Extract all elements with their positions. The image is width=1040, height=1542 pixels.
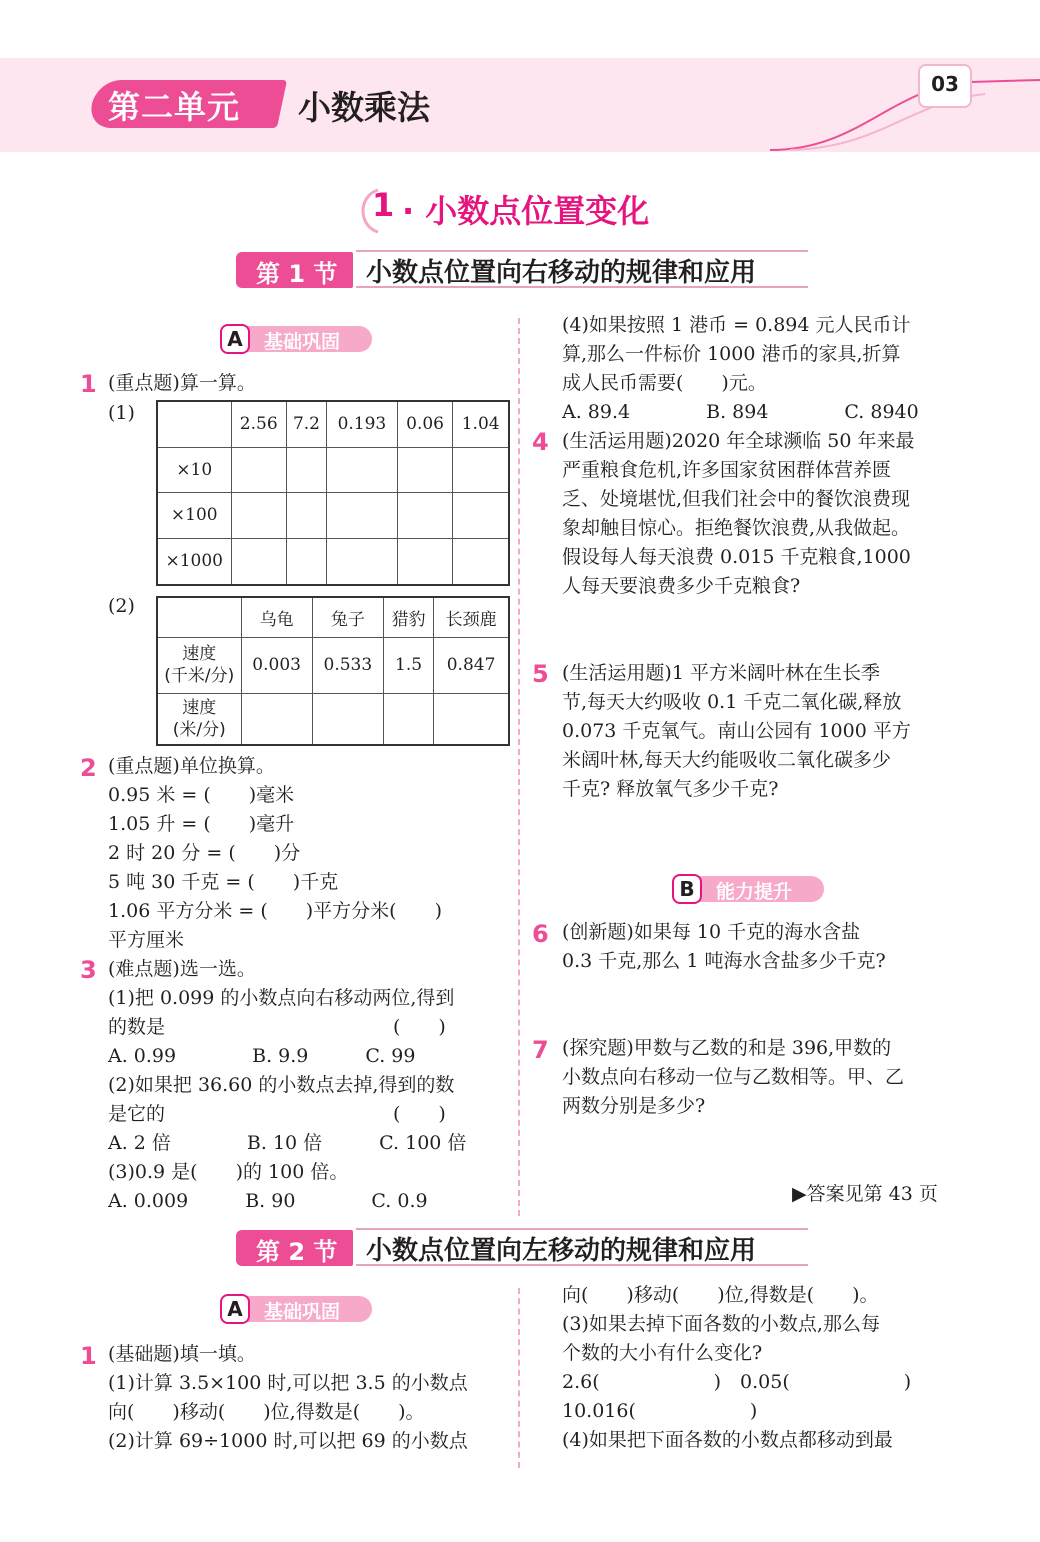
speed-value: 0.847 bbox=[434, 637, 509, 693]
answer-cell[interactable] bbox=[286, 447, 326, 493]
question-7-body bbox=[562, 1034, 904, 1121]
question-line: 节,每天大约吸收 0.1 千克二氧化碳,释放 bbox=[562, 691, 902, 713]
question-line: (2)计算 69÷1000 时,可以把 69 的小数点 bbox=[108, 1430, 468, 1452]
answer-cell[interactable] bbox=[397, 538, 452, 585]
question-line: 人每天要浪费多少千克粮食? bbox=[562, 575, 801, 597]
question-4-body bbox=[562, 427, 914, 601]
question-line: A. 0.99 B. 9.9 C. 99 bbox=[108, 1045, 416, 1067]
question-2-body bbox=[108, 752, 442, 955]
answer-cell[interactable] bbox=[231, 538, 286, 585]
question-line: A. 89.4 B. 894 C. 8940 bbox=[562, 401, 919, 423]
answer-cell[interactable] bbox=[326, 447, 397, 493]
question-line: (重点题)单位换算。 bbox=[108, 755, 275, 777]
question-line: 0.3 千克,那么 1 吨海水含盐多少千克? bbox=[562, 950, 886, 972]
question-number: 4 bbox=[532, 428, 549, 456]
question-line: A. 2 倍 B. 10 倍 C. 100 倍 bbox=[108, 1132, 467, 1154]
question-line: 假设每人每天浪费 0.015 千克粮食,1000 bbox=[562, 546, 911, 568]
section2-title: 小数点位置向左移动的规律和应用 bbox=[356, 1228, 808, 1266]
question-line: (4)如果按照 1 港币 = 0.894 元人民币计 bbox=[562, 314, 911, 336]
question-line: 算,那么一件标价 1000 港币的家具,折算 bbox=[562, 343, 901, 365]
question-line: 千克? 释放氧气多少千克? bbox=[562, 778, 779, 800]
question-line: 是它的 ( ) bbox=[108, 1103, 446, 1125]
speed-table bbox=[156, 596, 510, 746]
row-label: ×1000 bbox=[157, 538, 231, 585]
question-line: 严重粮食危机,许多国家贫困群体营养匮 bbox=[562, 459, 892, 481]
column-divider bbox=[518, 318, 520, 1216]
section1-tag: 第 1 节 bbox=[236, 252, 353, 288]
question-number: 6 bbox=[532, 920, 549, 948]
question-line: (3)如果去掉下面各数的小数点,那么每 bbox=[562, 1313, 880, 1335]
answer-cell[interactable] bbox=[241, 693, 312, 745]
question-line: (探究题)甲数与乙数的和是 396,甲数的 bbox=[562, 1037, 892, 1059]
question-line: (4)如果把下面各数的小数点都移动到最 bbox=[562, 1429, 893, 1451]
question-line: 两数分别是多少? bbox=[562, 1095, 706, 1117]
animal-header: 乌龟 bbox=[241, 597, 312, 637]
answer-cell[interactable] bbox=[453, 538, 509, 585]
question-line: 5 吨 30 千克 = ( )千克 bbox=[108, 871, 339, 893]
question-3-4-body bbox=[562, 311, 919, 427]
question-line: (3)0.9 是( )的 100 倍。 bbox=[108, 1161, 349, 1183]
row-label: 速度 (千米/分) bbox=[157, 637, 241, 693]
answer-cell[interactable] bbox=[453, 493, 509, 539]
question-line: 的数是 ( ) bbox=[108, 1016, 446, 1038]
answer-cell[interactable] bbox=[231, 447, 286, 493]
question-number: 7 bbox=[532, 1036, 549, 1064]
level-a-label: 基础巩固 bbox=[264, 1301, 341, 1323]
question-line: 0.073 千克氧气。南山公园有 1000 平方 bbox=[562, 720, 911, 742]
question-line: (1)计算 3.5×100 时,可以把 3.5 的小数点 bbox=[108, 1372, 468, 1394]
answer-cell[interactable] bbox=[326, 538, 397, 585]
table-header-cell: 0.06 bbox=[397, 401, 452, 447]
table-header-cell: 1.04 bbox=[453, 401, 509, 447]
animal-header: 兔子 bbox=[312, 597, 383, 637]
question-5-body bbox=[562, 659, 911, 804]
unit-title: 小数乘法 bbox=[298, 88, 430, 127]
question-3-body bbox=[108, 955, 466, 1216]
speed-value: 0.003 bbox=[241, 637, 312, 693]
question-line: 向( )移动( )位,得数是( )。 bbox=[562, 1284, 879, 1306]
answer-cell[interactable] bbox=[286, 493, 326, 539]
question-line: 向( )移动( )位,得数是( )。 bbox=[108, 1401, 425, 1423]
row-label: ×100 bbox=[157, 493, 231, 539]
page-number: 03 bbox=[931, 72, 959, 96]
question-line: 10.016( ) bbox=[562, 1400, 758, 1422]
level-a-label: 基础巩固 bbox=[264, 331, 341, 353]
section2-question-1-body bbox=[108, 1340, 468, 1456]
question-number: 1 bbox=[80, 370, 97, 398]
question-line: 成人民币需要( )元。 bbox=[562, 372, 767, 394]
question-6-body bbox=[562, 918, 886, 976]
question-line: 2.6( ) 0.05( ) bbox=[562, 1371, 912, 1393]
column-divider bbox=[518, 1288, 520, 1468]
question-line: 2 时 20 分 = ( )分 bbox=[108, 842, 301, 864]
section2-tag: 第 2 节 bbox=[236, 1230, 353, 1266]
question-line: 象却触目惊心。拒绝餐饮浪费,从我做起。 bbox=[562, 517, 911, 539]
question-line: (2)如果把 36.60 的小数点去掉,得到的数 bbox=[108, 1074, 455, 1096]
table-label: (1) bbox=[108, 402, 135, 424]
question-line: 1.05 升 = ( )毫升 bbox=[108, 813, 295, 835]
question-line: 小数点向右移动一位与乙数相等。甲、乙 bbox=[562, 1066, 905, 1088]
question-line: (1)把 0.099 的小数点向右移动两位,得到 bbox=[108, 987, 455, 1009]
row-label: 速度 (米/分) bbox=[157, 693, 241, 745]
question-line: (基础题)填一填。 bbox=[108, 1343, 256, 1365]
table-header-cell: 7.2 bbox=[286, 401, 326, 447]
question-line: 0.95 米 = ( )毫米 bbox=[108, 784, 295, 806]
animal-header: 猎豹 bbox=[383, 597, 433, 637]
level-b-letter: B bbox=[672, 874, 702, 904]
animal-header: 长颈鹿 bbox=[434, 597, 509, 637]
unit-label: 第二单元 bbox=[108, 88, 241, 126]
level-b-label: 能力提升 bbox=[716, 881, 793, 903]
answer-cell[interactable] bbox=[453, 447, 509, 493]
chapter-number: 1 bbox=[372, 186, 395, 224]
chapter-title: · 小数点位置变化 bbox=[402, 192, 650, 230]
answer-cell[interactable] bbox=[434, 693, 509, 745]
section2-right-body bbox=[562, 1281, 911, 1455]
question-line: 平方厘米 bbox=[108, 929, 185, 951]
table-header-cell: 0.193 bbox=[326, 401, 397, 447]
answer-cell[interactable] bbox=[326, 493, 397, 539]
answer-cell[interactable] bbox=[312, 693, 383, 745]
question-number: 2 bbox=[80, 754, 97, 782]
question-line: 米阔叶林,每天大约能吸收二氧化碳多少 bbox=[562, 749, 892, 771]
answer-cell[interactable] bbox=[397, 447, 452, 493]
answer-cell[interactable] bbox=[231, 493, 286, 539]
answer-cell[interactable] bbox=[383, 693, 433, 745]
answer-cell[interactable] bbox=[397, 493, 452, 539]
question-line: A. 0.009 B. 90 C. 0.9 bbox=[108, 1190, 428, 1212]
level-a-letter: A bbox=[220, 324, 250, 354]
question-line: (生活运用题)2020 年全球濒临 50 年来最 bbox=[562, 430, 915, 452]
header-swoosh bbox=[770, 58, 1040, 152]
question-line: 1.06 平方分米 = ( )平方分米( ) bbox=[108, 900, 442, 922]
table-header-cell: 2.56 bbox=[231, 401, 286, 447]
speed-value: 0.533 bbox=[312, 637, 383, 693]
multiply-table bbox=[156, 400, 510, 586]
question-stem: (重点题)算一算。 bbox=[108, 372, 256, 394]
question-line: 个数的大小有什么变化? bbox=[562, 1342, 763, 1364]
table-label: (2) bbox=[108, 595, 135, 617]
level-a-letter: A bbox=[220, 1294, 250, 1324]
question-number: 1 bbox=[80, 1342, 97, 1370]
question-line: 乏、处境堪忧,但我们社会中的餐饮浪费现 bbox=[562, 488, 911, 510]
row-label: ×10 bbox=[157, 447, 231, 493]
question-line: (创新题)如果每 10 千克的海水含盐 bbox=[562, 921, 861, 943]
section1-title: 小数点位置向右移动的规律和应用 bbox=[356, 250, 808, 288]
question-number: 5 bbox=[532, 660, 549, 688]
question-line: (生活运用题)1 平方米阔叶林在生长季 bbox=[562, 662, 880, 684]
question-line: (难点题)选一选。 bbox=[108, 958, 256, 980]
speed-value: 1.5 bbox=[383, 637, 433, 693]
answer-reference: ▶答案见第 43 页 bbox=[792, 1183, 938, 1205]
question-number: 3 bbox=[80, 956, 97, 984]
answer-cell[interactable] bbox=[286, 538, 326, 585]
